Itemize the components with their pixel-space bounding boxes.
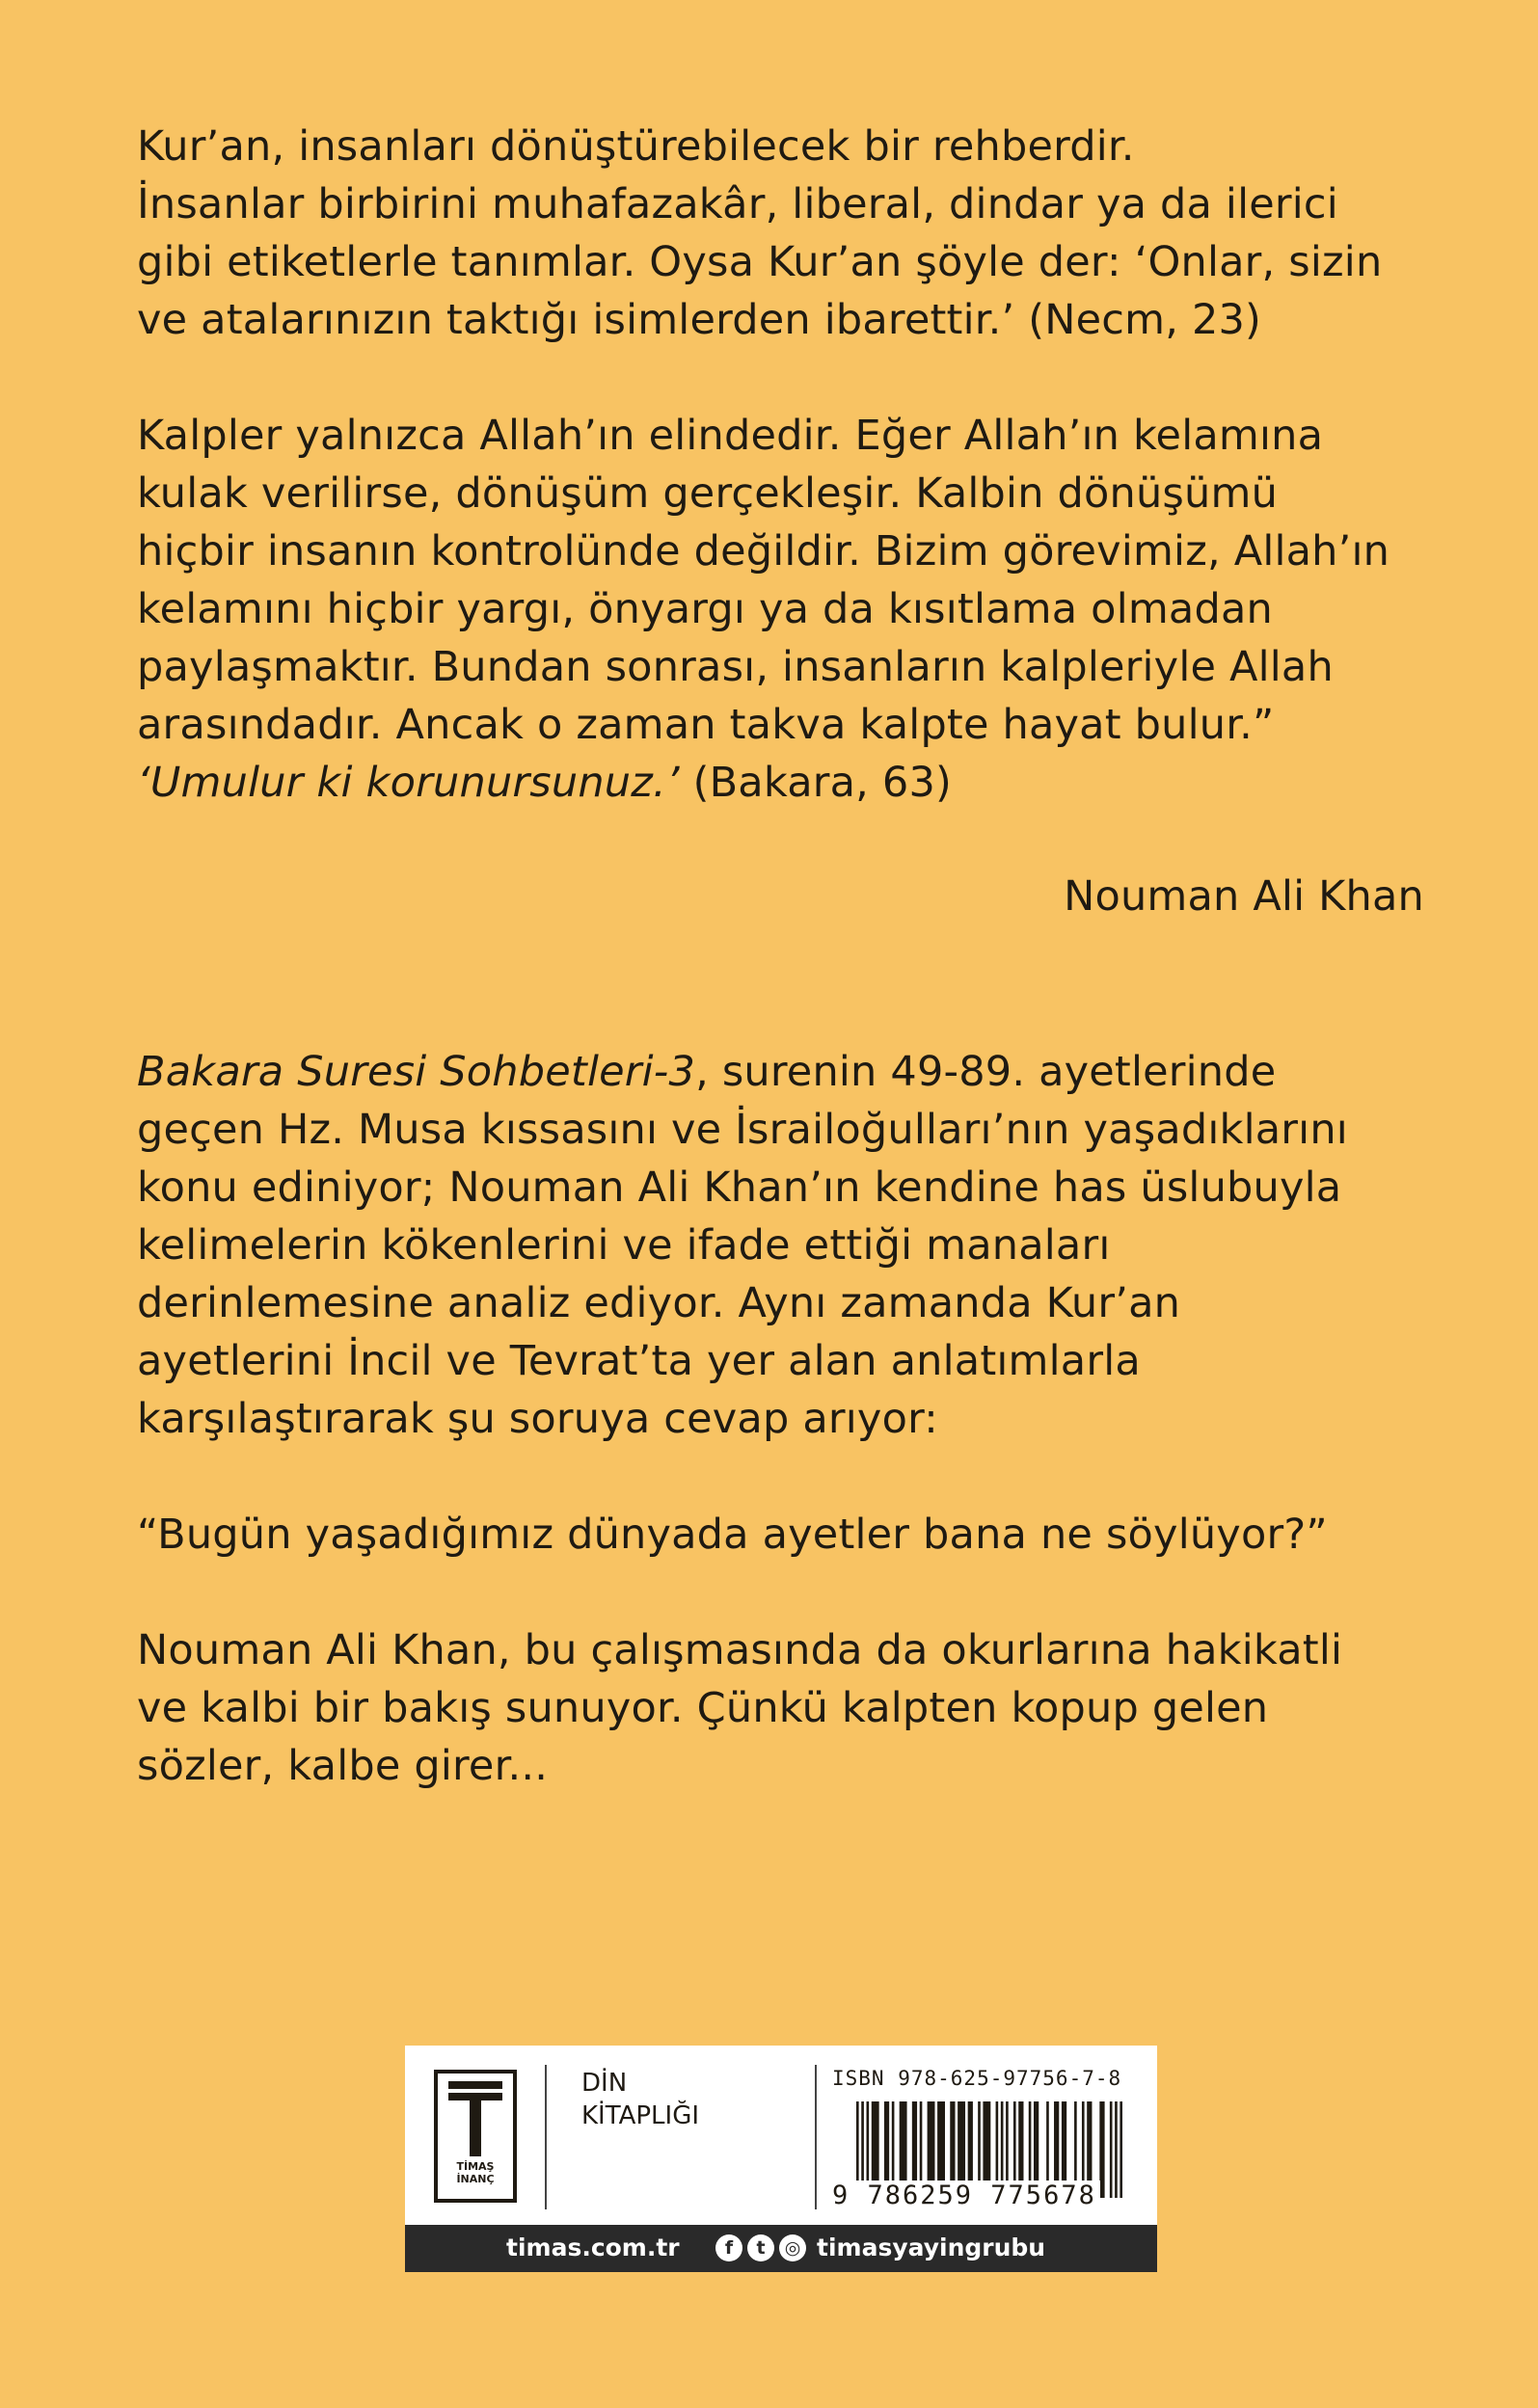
question-line: “Bugün yaşadığımız dünyada ayetler bana ne söylüyor?”	[137, 1511, 1328, 1559]
barcode-bar	[1115, 2101, 1118, 2198]
quote-verse-reference: (Bakara, 63)	[679, 759, 952, 807]
category-line-2: KİTAPLIĞI	[581, 2101, 700, 2130]
publisher-logo	[434, 2070, 517, 2203]
info-footer-bar	[405, 2225, 1157, 2272]
quote-paragraph-2	[137, 407, 1429, 812]
info-box-top	[405, 2046, 1157, 2225]
quote-line: Kur’an, insanları dönüştürebilecek bir rehberdir.	[137, 122, 1135, 171]
book-title-italic: Bakara Suresi Sohbetleri-3	[137, 1048, 696, 1096]
quote-author: Nouman Ali Khan	[1064, 872, 1424, 921]
logo-t-icon	[448, 2081, 502, 2156]
description-line: kelimelerin kökenlerini ve ifade ettiği manaları	[137, 1221, 1111, 1270]
divider	[815, 2065, 817, 2209]
quote-line: kulak verilirse, dönüşüm gerçekleşir. Kalbin dönüşümü	[137, 469, 1279, 518]
description-line: ayetlerini İncil ve Tevrat’ta yer alan anlatımlarla	[137, 1337, 1141, 1385]
description-first-line-rest: , surenin 49-89. ayetlerinde	[695, 1048, 1277, 1096]
instagram-icon[interactable]: ◎	[779, 2234, 806, 2261]
quote-line: paylaşmaktır. Bundan sonrası, insanların kalpleriyle Allah	[137, 643, 1334, 691]
isbn-label: ISBN 978-625-97756-7-8	[832, 2067, 1122, 2090]
quote-line: İnsanlar birbirini muhafazakâr, liberal, dindar ya da ilerici	[137, 180, 1338, 228]
logo-text: TİMAŞ İNANÇ	[456, 2160, 495, 2185]
quote-paragraph-1	[137, 118, 1429, 349]
social-handle[interactable]: timasyayingrubu	[817, 2234, 1046, 2261]
quote-verse-italic: ‘Umulur ki korunursunuz.’	[137, 759, 680, 807]
social-links	[715, 2234, 1045, 2261]
quote-line: ve atalarınızın taktığı isimlerden ibarettir.’ (Necm, 23)	[137, 296, 1262, 344]
description-first-line	[137, 1043, 1429, 1101]
barcode-bar	[1120, 2101, 1122, 2198]
book-description	[137, 1043, 1429, 1448]
publisher-info-box	[405, 2046, 1157, 2272]
barcode-bar	[1110, 2101, 1113, 2198]
quote-line: Kalpler yalnızca Allah’ın elindedir. Eğer Allah’ın kelamına	[137, 412, 1324, 460]
barcode-bar	[1099, 2101, 1104, 2198]
quote-last-line	[137, 754, 1429, 812]
facebook-icon[interactable]: f	[715, 2234, 742, 2261]
closing-line: ve kalbi bir bakış sunuyor. Çünkü kalpten kopup gelen	[137, 1684, 1269, 1732]
category-line-1: DİN	[581, 2069, 628, 2098]
twitter-icon[interactable]: t	[747, 2234, 774, 2261]
barcode-number: 9 786259 775678	[832, 2181, 1100, 2210]
book-category	[581, 2067, 699, 2132]
closing-line: Nouman Ali Khan, bu çalışmasında da okurlarına hakikatli	[137, 1626, 1343, 1674]
divider	[545, 2065, 547, 2209]
quote-line: gibi etiketlerle tanımlar. Oysa Kur’an şöyle der: ‘Onlar, sizin	[137, 238, 1383, 286]
description-question	[137, 1506, 1429, 1564]
closing-line: sözler, kalbe girer...	[137, 1742, 549, 1790]
description-line: konu ediniyor; Nouman Ali Khan’ın kendine has üslubuyla	[137, 1164, 1342, 1212]
quote-line: hiçbir insanın kontrolünde değildir. Bizim görevimiz, Allah’ın	[137, 527, 1390, 575]
description-closing	[137, 1621, 1429, 1795]
description-line: derinlemesine analiz ediyor. Aynı zamanda Kur’an	[137, 1279, 1181, 1327]
description-line: geçen Hz. Musa kıssasını ve İsrailoğulları’nın yaşadıklarını	[137, 1106, 1348, 1154]
website-link[interactable]: timas.com.tr	[506, 2234, 680, 2261]
quote-line: arasındadır. Ancak o zaman takva kalpte hayat bulur.”	[137, 701, 1275, 749]
quote-line: kelamını hiçbir yargı, önyargı ya da kısıtlama olmadan	[137, 585, 1273, 633]
description-line: karşılaştırarak şu soruya cevap arıyor:	[137, 1395, 938, 1443]
